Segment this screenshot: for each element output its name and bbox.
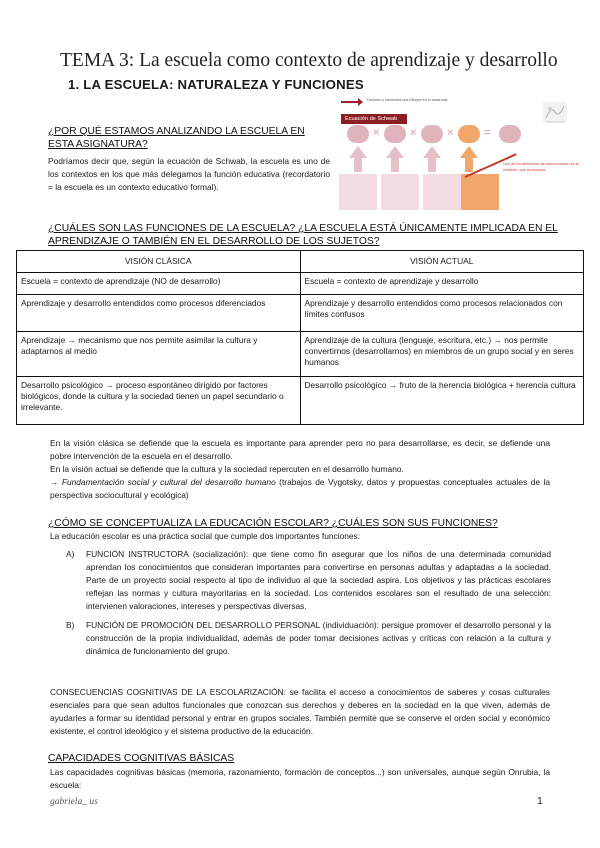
functions-list: [66, 548, 551, 658]
factor-box: [423, 174, 461, 210]
table-cell: Aprendizaje de la cultura (lenguaje, escritura, etc.) → nos permite convertirnos (desarrollarnos) en miembros de un grupo social y en seres humanos: [300, 332, 584, 377]
factor-circle: [384, 125, 406, 143]
table-cell: Aprendizaje y desarrollo entendidos como procesos diferenciados: [17, 295, 301, 332]
paragraph-foundation: [50, 476, 550, 502]
table-cell: Desarrollo psicológico → fruto de la herencia biológica + herencia cultura: [300, 377, 584, 425]
up-arrow-icon: [423, 146, 441, 158]
figure-note: Uno de los elementos de esta ecuación es el contexto, que es escuela: [503, 162, 579, 172]
footer-author: gabriela_ us: [50, 797, 98, 807]
factor-box: [381, 174, 419, 210]
factor-box: [339, 174, 377, 210]
table-cell: Desarrollo psicológico → proceso espontáneo dirigido por factores biológicos, donde la cultura y la sociedad tienen un papel secundario o irrelevante.: [17, 377, 301, 425]
times-icon: ×: [373, 127, 380, 139]
paragraph-cognitive-consequences: CONSECUENCIAS COGNITIVAS DE LA ESCOLARIZACIÓN: se facilita el acceso a conocimientos de saberes y cosas culturales esenciales para que sean adultos funcionales que conozcan sus derechos y deberes en la sociedad en la que viven, además de ayudarles a formar su identidad personal y entrar en grupos sociales. También permite que se conserve el orden social y económico existente, el control ideológico y el sistema productivo de la educación.: [50, 687, 550, 736]
section-heading: 1. LA ESCUELA: NATURALEZA Y FUNCIONES: [68, 77, 364, 92]
paragraph-capacities: Las capacidades cognitivas básicas (memoria, razonamiento, formación de conceptos...) son universales, aunque según Onrubia, la escuela:: [50, 767, 550, 790]
list-item: [66, 619, 551, 658]
list-marker: B): [66, 620, 75, 630]
up-arrow-icon: [349, 146, 367, 158]
question-why-school: ¿POR QUÉ ESTAMOS ANALIZANDO LA ESCUELA EN ESTA ASIGNATURA?: [48, 126, 305, 150]
table-cell: Escuela = contexto de aprendizaje (NO de desarrollo): [17, 273, 301, 295]
list-marker: A): [66, 549, 75, 559]
arrow-icon: [341, 101, 359, 103]
result-circle: [499, 125, 521, 143]
table-row: [17, 332, 584, 377]
table-cell: Escuela = contexto de aprendizaje y desarrollo: [300, 273, 584, 295]
table-cell: Aprendizaje y desarrollo entendidos como procesos relacionados con límites confusos: [300, 295, 584, 332]
comparison-table: [16, 250, 584, 425]
equals-icon: =: [484, 127, 491, 139]
factor-circle: [458, 125, 480, 143]
column-header-classic: VISIÓN CLÁSICA: [17, 251, 301, 273]
times-icon: ×: [410, 127, 417, 139]
table-row: [17, 377, 584, 425]
context-box: [461, 174, 499, 210]
list-item-text: FUNCIÓN INSTRUCTORA (socialización): que tiene como fin asegurar que los niños de una determinada comunidad aprendan los conocimientos que consideran importantes para convertirse en personas adultas y adaptadas a la sociedad. Parte de un proyecto social respecto al tipo de individuo al que la sociedad aspira. Los objetivos y las prácticas escolares reflejan las normas y cultura mayoritarias en la sociedad. Los contenidos escolares son el resultado de una selección: intervienen valoraciones, intereses y perspectivas diversas.: [86, 549, 551, 611]
table-header-row: [17, 251, 584, 273]
figure-caption: Factores o elementos que influyen en el desarrollo: [367, 98, 448, 102]
paragraph-current-vision: En la visión actual se defiende que la cultura y la sociedad repercuten en el desarrollo humano.: [50, 464, 404, 474]
question-functions: ¿CUÁLES SON LAS FUNCIONES DE LA ESCUELA? ¿LA ESCUELA ESTÁ ÚNICAMENTE IMPLICADA EN EL APRENDIZAJE O TAMBIÉN EN EL DESARROLLO DE LOS SUJETOS?: [48, 223, 558, 247]
list-item-text: FUNCIÓN DE PROMOCIÓN DEL DESARROLLO PERSONAL (individuación): persigue promover el desarrollo personal y la construcción de la propia individualidad, además de poder tomar decisiones activas y críticas con relación a la cultura y dinámica de funcionamiento del grupo.: [86, 620, 551, 656]
table-cell: Aprendizaje → mecanismo que nos permite asimilar la cultura y adaptarnos al medio: [17, 332, 301, 377]
column-header-current: VISIÓN ACTUAL: [300, 251, 584, 273]
table-row: [17, 295, 584, 332]
up-arrow-icon: [386, 146, 404, 158]
arrow-glyph: →: [50, 477, 59, 487]
heading-cognitive-capacities: CAPACIDADES COGNITIVAS BÁSICAS: [48, 753, 235, 764]
page-title: TEMA 3: La escuela como contexto de aprendizaje y desarrollo: [60, 50, 558, 71]
factor-circle: [347, 125, 369, 143]
page-number: 1: [537, 795, 543, 807]
list-item: [66, 548, 551, 613]
factor-circle: [421, 125, 443, 143]
table-row: [17, 273, 584, 295]
logo-icon: [541, 98, 569, 126]
times-icon: ×: [447, 127, 454, 139]
foundation-italic: Fundamentación social y cultural del desarrollo humano: [61, 477, 276, 487]
paragraph-classic-vision: En la visión clásica se defiende que la escuela es importante para aprender pero no para desarrollarse, es decir, se defiende una pobre intervención de la escuela en el desarrollo.: [50, 438, 550, 461]
paragraph-schwab: Podríamos decir que, según la ecuación de Schwab, la escuela es uno de los contextos en los que más delegamos la función educativa (recordatorio = la escuela es un contexto educativo formal).: [48, 156, 330, 192]
question-conceptualize: ¿CÓMO SE CONCEPTUALIZA LA EDUCACIÓN ESCOLAR? ¿CUÁLES SON SUS FUNCIONES?: [48, 518, 498, 529]
paragraph-intro-functions: La educación escolar es una práctica social que cumple dos importantes funciones:: [50, 531, 361, 541]
figure-label: Ecuación de Schwab: [341, 114, 407, 124]
up-arrow-icon: [460, 146, 478, 158]
foundation-rest: (trabajos de Vygotsky, datos y propuestas conceptuales actuales de la perspectiva sociocultural y ecológica): [50, 477, 550, 500]
